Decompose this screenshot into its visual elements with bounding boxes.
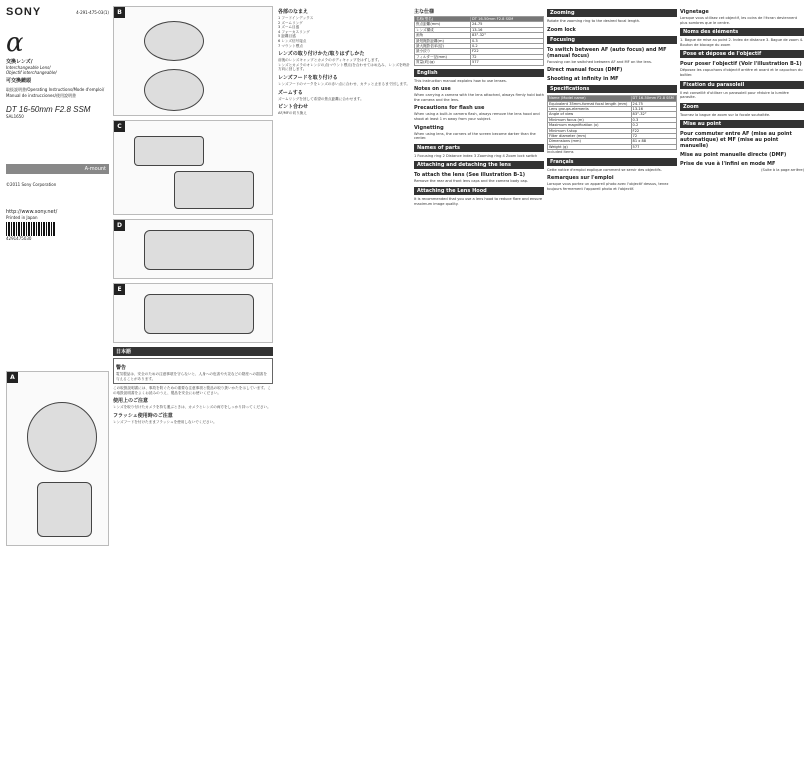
en-dmf-head: Direct manual focus (DMF) (547, 67, 623, 74)
jp-spec-cell: 最大撮影倍率(倍) (415, 44, 471, 49)
jp-name-2: 2 ズームリング (278, 20, 303, 25)
fr-pose: Déposez les capuchons d'objectif arrière et avant et le capuchon du boîtier. (680, 68, 803, 77)
alpha-logo: α (6, 28, 24, 58)
en-zoom-lock: Zoom lock (547, 26, 576, 33)
en-spec-cell: 13-16 (631, 107, 676, 112)
en-spec-cell: 72 (631, 134, 676, 139)
figure-d (113, 219, 273, 279)
jp-spec-cell: 577 (470, 60, 543, 65)
lens-b1 (144, 21, 204, 61)
en-detach-sub: To attach the lens (See illustration B-1) (414, 172, 525, 179)
fr-mise-head: Mise au point (680, 120, 804, 128)
jp-spec-head: 主な仕様 (414, 9, 435, 15)
jp-name-3: 3 ズーム目盛 (278, 25, 300, 30)
en-detach: Remove the rear and front lens caps and the camera body cap. (414, 179, 529, 184)
en-notes-head: Notes on use (414, 86, 451, 93)
en-spec-cell: 0.3 (631, 117, 676, 122)
jp-spec-cell: 72 (470, 54, 543, 59)
en-spec-row (548, 144, 677, 149)
title-fr: Objectif interchangeable/ (6, 70, 57, 75)
en-spec-cell: Lens groups-elements (548, 107, 632, 112)
jp-focus-text: AF/MFの切り換え (278, 111, 307, 116)
jp-spec-cell: 0.2 (470, 44, 543, 49)
jp-column-1 (113, 6, 273, 755)
jp-spec-cell: 83°-32° (470, 33, 543, 38)
jp-name-7: 7 マウント標点 (278, 43, 303, 48)
jp-name-6: 6 レンズ信号接点 (278, 38, 307, 43)
en-spec-cell: Filter diameter (mm) (548, 134, 632, 139)
sony-url: http://www.sony.net/ (6, 209, 58, 215)
jp-spec-cell: 名称(型名) (415, 17, 471, 22)
en-detach-head: Attaching and detaching the lens (414, 161, 544, 169)
fr-pose-sub: Pour poser l'objectif (Voir l'illustration B-1) (680, 61, 802, 68)
jp-spec-cell: 最短撮影距離(m) (415, 38, 471, 43)
en-spec-cell: 577 (631, 144, 676, 149)
fr-vig: Lorsque vous utilisez cet objectif, les coins de l'écran deviennent plus sombres que le centre. (680, 16, 798, 25)
en-parts-head: Names of parts (414, 144, 544, 152)
warning-text: 電気製品は、安全のための注意事項を守らないと、人身への危害や火災などの財産への損害を与えることがあります。 (116, 372, 267, 381)
jp-spec-table (414, 16, 544, 66)
figure-label-c: C (114, 121, 125, 132)
jp-attach-text2: レンズとカメラのオレンジの点(マウント標点)を合わせてはめ込み、レンズを時計方向に回します。 (278, 62, 410, 72)
fr-mise-sub: Pour commuter entre AF (mise au point automatique) et MF (mise au point manuelle) (680, 131, 792, 150)
jp-use-text: レンズを取り付けたカメラを持ち運ぶときは、カメラとレンズの両方をしっかり持ってください。 (113, 405, 271, 410)
fr-names: 1. Bague de mise au point 2. Index de distance 3. Bague de zoom 4. Bouton de blocage du zoom (680, 38, 804, 47)
en-spec-cell: Dimensions (mm) (548, 139, 632, 144)
jp-spec-cell: 24-75 (470, 22, 543, 27)
jp-use-head: 使用上のご注意 (113, 398, 149, 405)
jp-column-2 (278, 6, 411, 755)
en-vig-head: Vignetting (414, 124, 444, 131)
copyright: ©2011 Sony Corporation (6, 182, 57, 187)
lang-heading-fr: Français (547, 158, 677, 166)
jp-name-4: 4 フォーカスリング (278, 29, 310, 34)
lens-d (144, 230, 254, 270)
jp-spec-cell: 質量(約)(g) (415, 60, 471, 65)
en-included: Included items (547, 150, 574, 155)
en-zoom: Rotate the zooming ring to the desired focal length. (547, 19, 641, 23)
jp-attach-head: レンズの取り付けかた/取りはずしかた (278, 51, 365, 58)
en-specs-head: Specifications (547, 85, 677, 93)
jp-hood-head: レンズフードを取り付ける (278, 74, 338, 81)
jp-spec-cell: 最小絞り (415, 49, 471, 54)
jp-name-5: 5 距離目盛 (278, 34, 296, 39)
fr-pose-head: Pose et dépose de l'objectif (680, 50, 804, 58)
en-spec-cell: F22 (631, 128, 676, 133)
hood-c1 (134, 136, 204, 166)
title-cn: 可交換鏡頭 (6, 78, 32, 84)
en-spec-cell: Name (Model name) (548, 96, 632, 101)
jp-name-1: 1 フードインデックス (278, 16, 314, 20)
jp-spec-cell: 13-16 (470, 27, 543, 32)
jp-spec-cell: F22 (470, 49, 543, 54)
jp-flash-text: レンズフードを付けたままフラッシュを使用しないでください。 (113, 419, 217, 424)
lens-e (144, 294, 254, 334)
jp-focus-head: ピント合わせ (278, 104, 309, 111)
fr-vig-head: Vignetage (680, 9, 709, 15)
spec-en-column (414, 6, 544, 755)
figure-label-e: E (114, 284, 125, 295)
en-spec-cell: Weight (g) (548, 144, 632, 149)
jp-spec-cell: DT 16-50mm F2.8 SSM (470, 17, 543, 22)
doc-code: 4-291-475-03(1) (76, 10, 109, 15)
figure-label-d: D (114, 220, 125, 231)
jp-zoom-text: ズームリングを回して希望の焦点距離に合わせます。 (278, 96, 364, 101)
fr-dmf-head: Mise au point manuelle directe (DMF) (680, 152, 787, 159)
lens-b2 (144, 69, 204, 111)
jp-spec-cell: レンズ構成 (415, 27, 471, 32)
jp-spec-cell: 0.3 (470, 38, 543, 43)
figure-label-a: A (7, 372, 18, 383)
warning-head: 警告 (116, 365, 127, 371)
figure-a (6, 371, 109, 546)
en-shift-head: Shooting at infinity in MF (547, 76, 619, 83)
figure-c (113, 120, 273, 215)
fr-suite: (Suite à la page arrière) (761, 168, 804, 173)
jp-hood-text: レンズフードのマークをレンズの赤い点に合わせ、カチッと止まるまで回します。 (278, 81, 410, 86)
fr-remarques-head: Remarques sur l'emploi (547, 175, 614, 182)
en-notes: When carrying a camera with the lens attached, always firmly hold both the camera and the lens. (414, 93, 544, 102)
en-zoom-head: Zooming (547, 9, 677, 17)
jp-attach-text: 前後のレンズキャップとカメラのボディキャップをはずします。 (278, 58, 382, 63)
jp-flash-head: フラッシュ使用時のご注意 (113, 412, 173, 419)
figure-b (113, 6, 273, 116)
jp-spec-cell: 焦点距離(mm) (415, 22, 471, 27)
subtitle-2: Manual de instrucciones/使用說明書 (6, 93, 76, 98)
en-flash-head: Precautions for flash use (414, 105, 485, 112)
jp-intro: この取扱説明書には、事故を防ぐための重要な注意事項と製品の取り扱いかたを示しています。この取扱説明書をよくお読みのうえ、製品を安全にお使いください。 (113, 386, 271, 395)
en-spec-cell: Maximum magnification (x) (548, 123, 632, 128)
sony-logo: SONY (6, 6, 42, 18)
jp-names-head: 各部のなまえ (278, 9, 309, 15)
en-spec-cell: Minimum f-stop (548, 128, 632, 133)
en-spec-cell: 24-75 (631, 101, 676, 106)
fr-zoom-head: Zoom (680, 103, 804, 111)
fr-fix: Il est conseillé d'utiliser un parasoleil pour réduire la lumière parasite. (680, 90, 789, 100)
en-parts: 1 Focusing ring 2 Distance index 3 Zooming ring 4 Zoom lock switch (414, 153, 538, 158)
jp-spec-cell: 画角 (415, 33, 471, 38)
lang-heading-jp: 日本語 (113, 347, 273, 356)
warning-box (113, 358, 273, 384)
en-fr-column (547, 6, 677, 755)
jp-spec-cell: フィルター径(mm) (415, 54, 471, 59)
lens-illustration (27, 402, 97, 472)
model-name: DT 16-50mm F2.8 SSM (6, 105, 91, 114)
fr-remarques: Lorsque vous portez un appareil photo avec l'objectif dessus, tenez toujours fermement l'appareil photo et l'objectif. (547, 182, 669, 192)
en-focus: Focusing can be switched between AF and MF on the lens. (547, 59, 653, 64)
en-focus-head: Focusing (547, 36, 677, 44)
en-spec-cell: 81 x 88 (631, 139, 676, 144)
en-vig: When using lens, the corners of the screen become darker than the center. (414, 131, 536, 141)
en-spec-table (547, 95, 677, 150)
figure-label-b: B (114, 7, 125, 18)
fr-column (680, 6, 804, 755)
printed-in: Printed in Japan (6, 215, 38, 220)
fr-fix-head: Fixation du parasoleil (680, 81, 804, 89)
lens-illustration-2 (37, 482, 92, 537)
en-flash: When using a built-in camera flash, always remove the lens hood and shoot at least 1 m away from your subject. (414, 112, 540, 122)
en-spec-cell: Angle of view (548, 112, 632, 117)
hood-c2 (174, 171, 254, 209)
fr-names-head: Noms des éléments (680, 28, 804, 36)
en-hood: It is recommended that you use a lens hood to reduce flare and ensure maximum image quality. (414, 197, 543, 206)
en-focus-sub: To switch between AF (auto focus) and MF (manual focus) (547, 46, 667, 59)
lang-heading-en: English (414, 69, 544, 77)
title-en: Interchangeable Lens/ (6, 65, 51, 70)
model-sku: SAL1650 (6, 114, 24, 119)
en-spec-cell: DT 16-50mm F2.8 SSM (631, 96, 676, 101)
jp-zoom-head: ズームする (278, 89, 303, 96)
barcode (6, 222, 56, 236)
fr-intro: Cette notice d'emploi explique comment se servir des objectifs. (547, 167, 662, 172)
subtitle-1: 取扱説明書/Operating Instructions/Mode d'emploi/ (6, 87, 105, 92)
mount-badge: A-mount (6, 164, 109, 174)
fr-infini-head: Prise de vue à l'infini en mode MF (680, 161, 776, 168)
en-intro: This instruction manual explains how to use lenses. (414, 78, 507, 83)
en-spec-cell: Equivalent 35mm-format focal length (mm) (548, 101, 632, 106)
cover-column (6, 6, 109, 755)
en-spec-cell: 0.2 (631, 123, 676, 128)
en-spec-cell: 83°-32° (631, 112, 676, 117)
figure-e (113, 283, 273, 343)
en-spec-cell: Minimum focus (m) (548, 117, 632, 122)
title-jp: 交換レンズ/ (6, 59, 33, 65)
jp-spec-row (415, 60, 544, 65)
fr-zoom: Tournez la bague de zoom sur la focale souhaitée. (680, 112, 771, 117)
barcode-number: 4291475030 (6, 236, 32, 241)
en-hood-head: Attaching the Lens Hood (414, 187, 544, 195)
